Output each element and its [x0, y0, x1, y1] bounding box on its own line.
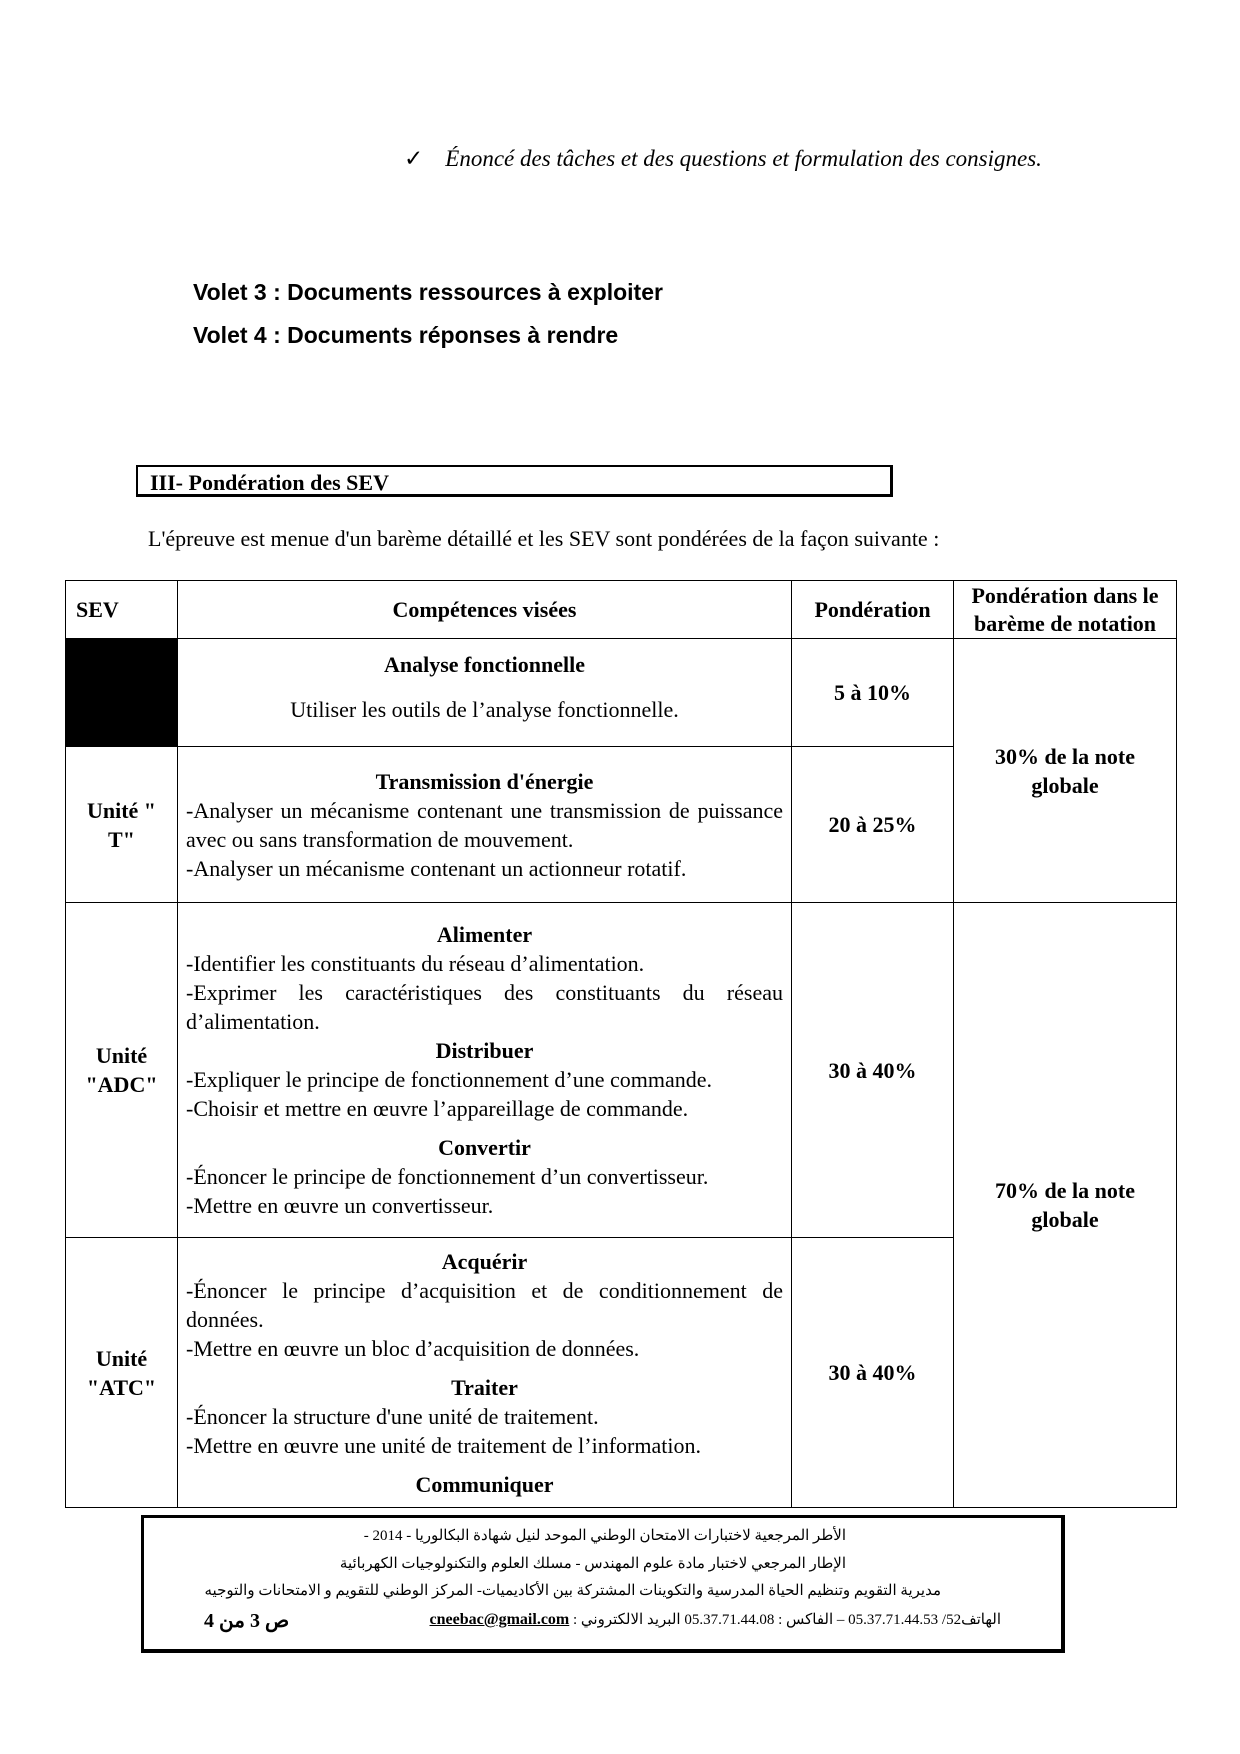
bareme-cell-30: 30% de la note globale [954, 639, 1177, 903]
footer-contact [426, 1610, 1001, 1629]
competence-title: Alimenter [436, 922, 533, 947]
competences-cell [178, 747, 792, 903]
competence-item: -Analyser un mécanisme contenant une transmission de puissance avec ou sans transformation de mouvement. [186, 797, 783, 852]
footer-contact-text: الهاتف52/ 05.37.71.44.53 – الفاكس : 05.37.71.44.08 البريد الالكتروني : [573, 1612, 1001, 1628]
header-ponderation-bareme: Pondération dans le barème de notation [954, 581, 1177, 639]
competences-cell [178, 639, 792, 747]
competence-item: Utiliser les outils de l’analyse fonctionnelle. [290, 696, 679, 722]
competence-item: -Mettre en œuvre un bloc d’acquisition de données. [186, 1335, 640, 1361]
ponderation-cell: 30 à 40% [792, 903, 954, 1238]
footer-email-link[interactable]: cneebac@gmail.com [429, 1611, 570, 1628]
header-competences: Compétences visées [178, 581, 792, 639]
competence-title: Traiter [451, 1374, 518, 1400]
header-sev: SEV [66, 581, 178, 639]
table-row [66, 639, 1177, 747]
page-number: ص 3 من 4 [204, 1610, 290, 1632]
competence-item: -Expliquer le principe de fonctionnement d’une commande. [186, 1067, 712, 1092]
competence-title: Convertir [438, 1135, 531, 1160]
ponderation-cell: 5 à 10% [792, 639, 954, 747]
volet-4-heading: Volet 4 : Documents réponses à rendre [193, 322, 619, 348]
ponderation-cell: 30 à 40% [792, 1238, 954, 1508]
sev-weighting-table [65, 580, 1177, 1508]
footer-line-1: الأطر المرجعية لاختبارات الامتحان الوطني الموحد لنيل شهادة البكالوريا - 2014 - [363, 1528, 846, 1544]
volet-3-heading: Volet 3 : Documents ressources à exploiter [193, 279, 663, 305]
table-header-row [66, 581, 1177, 639]
competence-item: -Énoncer le principe de fonctionnement d’un convertisseur. [186, 1164, 709, 1189]
sev-cell-blank [66, 639, 178, 747]
competence-item: -Choisir et mettre en œuvre l’appareillage de commande. [186, 1096, 689, 1121]
competence-title: Transmission d'énergie [375, 768, 594, 794]
header-ponderation: Pondération [792, 581, 954, 639]
sev-cell: Unité "ATC" [66, 1238, 178, 1508]
competences-cell [178, 903, 792, 1238]
competence-item: -Énoncer le principe d’acquisition et de conditionnement de données. [186, 1277, 783, 1332]
competence-title: Acquérir [441, 1248, 528, 1274]
checkmark-icon: ✓ [404, 146, 424, 171]
competence-item: -Mettre en œuvre une unité de traitement de l’information. [186, 1432, 701, 1458]
competence-item: -Énoncer la structure d'une unité de traitement. [186, 1403, 599, 1429]
ponderation-cell: 20 à 25% [792, 747, 954, 903]
footer-line-2: الإطار المرجعي لاختبار مادة علوم المهندس - مسلك العلوم والتكنولوجيات الكهربائية [339, 1556, 846, 1572]
footer-line-3: مديرية التقويم وتنظيم الحياة المدرسية والتكوينات المشتركة بين الأكاديميات- المركز الوطني للتقويم و الامتحانات والتوجيه [204, 1583, 941, 1599]
competence-item: -Identifier les constituants du réseau d’alimentation. [186, 951, 645, 976]
competence-item: -Analyser un mécanisme contenant un actionneur rotatif. [186, 855, 687, 881]
checklist-item-text: Énoncé des tâches et des questions et formulation des consignes. [445, 146, 1042, 171]
competence-title: Distribuer [435, 1038, 534, 1063]
bareme-cell-70: 70% de la note globale [954, 903, 1177, 1508]
competences-cell [178, 1238, 792, 1508]
competence-title: Communiquer [415, 1471, 554, 1497]
checklist-item [404, 146, 1042, 172]
page-footer [141, 1515, 1065, 1653]
section-title: III- Pondération des SEV [150, 470, 389, 495]
competence-item: -Mettre en œuvre un convertisseur. [186, 1193, 494, 1218]
table-row [66, 903, 1177, 1238]
competence-item: -Exprimer les caractéristiques des constituants du réseau d’alimentation. [186, 980, 783, 1034]
competence-title: Analyse fonctionnelle [383, 651, 586, 677]
sev-cell: Unité "ADC" [66, 903, 178, 1238]
intro-paragraph: L'épreuve est menue d'un barème détaillé et les SEV sont pondérées de la façon suivante : [148, 526, 940, 551]
sev-cell: Unité " T" [66, 747, 178, 903]
section-title-box [136, 465, 893, 497]
